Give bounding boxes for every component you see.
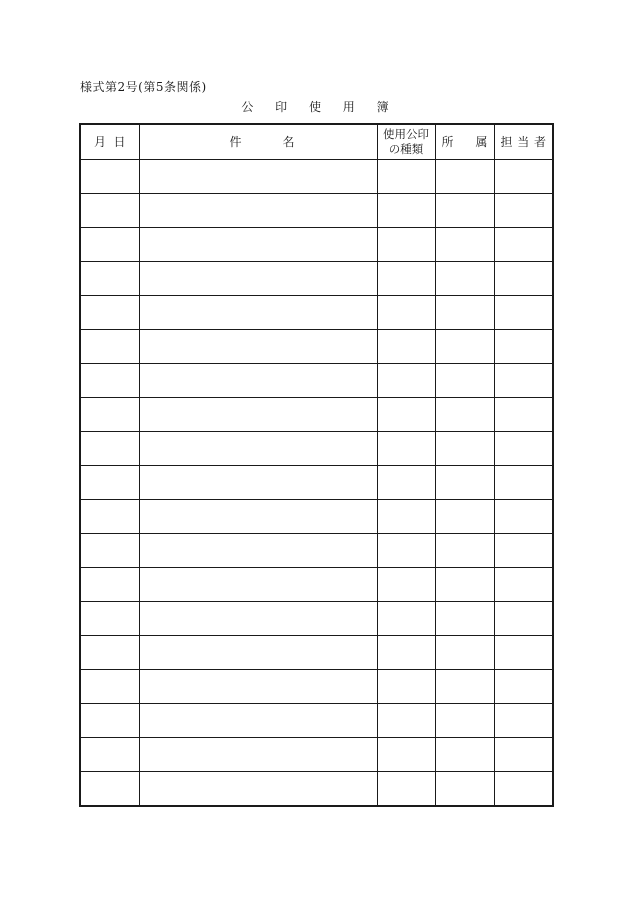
department-cell[interactable] <box>435 398 494 432</box>
seal-type-cell[interactable] <box>377 330 435 364</box>
table-row <box>80 330 553 364</box>
date-cell[interactable] <box>80 398 139 432</box>
table-header-row <box>80 124 553 160</box>
subject-cell[interactable] <box>139 772 377 807</box>
person-cell[interactable] <box>494 670 553 704</box>
subject-cell[interactable] <box>139 738 377 772</box>
date-cell[interactable] <box>80 262 139 296</box>
person-cell[interactable] <box>494 500 553 534</box>
person-cell[interactable] <box>494 738 553 772</box>
form-number-label: 様式第2号(第5条関係) <box>80 80 207 94</box>
subject-cell[interactable] <box>139 160 377 194</box>
subject-cell[interactable] <box>139 262 377 296</box>
date-cell[interactable] <box>80 160 139 194</box>
seal-type-cell[interactable] <box>377 398 435 432</box>
date-cell[interactable] <box>80 670 139 704</box>
column-header-person-1: 担 <box>500 134 513 149</box>
column-header-seal-type <box>377 124 435 160</box>
column-header-department <box>435 124 494 160</box>
column-header-person-3: 者 <box>533 134 546 149</box>
table-row <box>80 228 553 262</box>
department-cell[interactable] <box>435 160 494 194</box>
subject-cell[interactable] <box>139 670 377 704</box>
date-cell[interactable] <box>80 568 139 602</box>
seal-type-cell[interactable] <box>377 432 435 466</box>
person-cell[interactable] <box>494 636 553 670</box>
subject-cell[interactable] <box>139 704 377 738</box>
department-cell[interactable] <box>435 772 494 807</box>
person-cell[interactable] <box>494 364 553 398</box>
date-cell[interactable] <box>80 704 139 738</box>
seal-type-cell[interactable] <box>377 704 435 738</box>
subject-cell[interactable] <box>139 398 377 432</box>
column-header-person-2: 当 <box>517 134 530 149</box>
date-cell[interactable] <box>80 602 139 636</box>
seal-type-cell[interactable] <box>377 160 435 194</box>
person-cell[interactable] <box>494 262 553 296</box>
department-cell[interactable] <box>435 194 494 228</box>
table-row <box>80 296 553 330</box>
subject-cell[interactable] <box>139 500 377 534</box>
subject-cell[interactable] <box>139 636 377 670</box>
person-cell[interactable] <box>494 602 553 636</box>
column-header-date-month: 月 <box>94 134 107 149</box>
person-cell[interactable] <box>494 432 553 466</box>
department-cell[interactable] <box>435 296 494 330</box>
subject-cell[interactable] <box>139 432 377 466</box>
department-cell[interactable] <box>435 262 494 296</box>
column-header-person <box>494 124 553 160</box>
seal-type-cell[interactable] <box>377 772 435 807</box>
date-cell[interactable] <box>80 194 139 228</box>
department-cell[interactable] <box>435 534 494 568</box>
column-header-seal-type-line1: 使用公印 <box>383 127 429 141</box>
person-cell[interactable] <box>494 466 553 500</box>
table-row <box>80 466 553 500</box>
date-cell[interactable] <box>80 738 139 772</box>
table-row <box>80 602 553 636</box>
date-cell[interactable] <box>80 296 139 330</box>
person-cell[interactable] <box>494 228 553 262</box>
person-cell[interactable] <box>494 534 553 568</box>
department-cell[interactable] <box>435 364 494 398</box>
column-header-seal-type-line2: の種類 <box>388 142 424 156</box>
department-cell[interactable] <box>435 568 494 602</box>
subject-cell[interactable] <box>139 364 377 398</box>
date-cell[interactable] <box>80 466 139 500</box>
subject-cell[interactable] <box>139 194 377 228</box>
seal-type-cell[interactable] <box>377 194 435 228</box>
department-cell[interactable] <box>435 432 494 466</box>
table-row <box>80 500 553 534</box>
date-cell[interactable] <box>80 364 139 398</box>
table-row <box>80 704 553 738</box>
subject-cell[interactable] <box>139 296 377 330</box>
date-cell[interactable] <box>80 636 139 670</box>
table-row <box>80 262 553 296</box>
seal-type-cell[interactable] <box>377 534 435 568</box>
column-header-date-day: 日 <box>113 134 126 149</box>
seal-type-cell[interactable] <box>377 738 435 772</box>
table-row <box>80 670 553 704</box>
seal-type-cell[interactable] <box>377 296 435 330</box>
seal-type-cell[interactable] <box>377 500 435 534</box>
person-cell[interactable] <box>494 194 553 228</box>
person-cell[interactable] <box>494 398 553 432</box>
date-cell[interactable] <box>80 432 139 466</box>
department-cell[interactable] <box>435 228 494 262</box>
table-row <box>80 738 553 772</box>
table-row <box>80 364 553 398</box>
column-header-subject-2: 名 <box>282 134 295 149</box>
column-header-subject-1: 件 <box>229 134 242 149</box>
table-row <box>80 636 553 670</box>
seal-type-cell[interactable] <box>377 568 435 602</box>
person-cell[interactable] <box>494 704 553 738</box>
subject-cell[interactable] <box>139 466 377 500</box>
seal-usage-ledger-table <box>79 123 554 807</box>
seal-type-cell[interactable] <box>377 466 435 500</box>
table-row <box>80 772 553 807</box>
table-row <box>80 160 553 194</box>
column-header-subject <box>139 124 377 160</box>
department-cell[interactable] <box>435 738 494 772</box>
seal-type-cell[interactable] <box>377 364 435 398</box>
page-title: 公 印 使 用 簿 <box>241 100 398 114</box>
date-cell[interactable] <box>80 534 139 568</box>
table-row <box>80 568 553 602</box>
seal-type-cell[interactable] <box>377 636 435 670</box>
subject-cell[interactable] <box>139 228 377 262</box>
department-cell[interactable] <box>435 704 494 738</box>
table-body <box>80 160 553 807</box>
seal-type-cell[interactable] <box>377 228 435 262</box>
department-cell[interactable] <box>435 602 494 636</box>
date-cell[interactable] <box>80 228 139 262</box>
date-cell[interactable] <box>80 772 139 807</box>
subject-cell[interactable] <box>139 330 377 364</box>
table-row <box>80 194 553 228</box>
column-header-department-2: 属 <box>475 134 488 149</box>
department-cell[interactable] <box>435 466 494 500</box>
department-cell[interactable] <box>435 670 494 704</box>
date-cell[interactable] <box>80 500 139 534</box>
department-cell[interactable] <box>435 330 494 364</box>
subject-cell[interactable] <box>139 534 377 568</box>
department-cell[interactable] <box>435 636 494 670</box>
column-header-department-1: 所 <box>441 134 454 149</box>
seal-type-cell[interactable] <box>377 262 435 296</box>
person-cell[interactable] <box>494 330 553 364</box>
person-cell[interactable] <box>494 160 553 194</box>
subject-cell[interactable] <box>139 568 377 602</box>
department-cell[interactable] <box>435 500 494 534</box>
seal-type-cell[interactable] <box>377 602 435 636</box>
subject-cell[interactable] <box>139 602 377 636</box>
table-row <box>80 432 553 466</box>
person-cell[interactable] <box>494 772 553 807</box>
table-row <box>80 534 553 568</box>
seal-type-cell[interactable] <box>377 670 435 704</box>
table-row <box>80 398 553 432</box>
date-cell[interactable] <box>80 330 139 364</box>
person-cell[interactable] <box>494 296 553 330</box>
person-cell[interactable] <box>494 568 553 602</box>
column-header-date <box>80 124 139 160</box>
